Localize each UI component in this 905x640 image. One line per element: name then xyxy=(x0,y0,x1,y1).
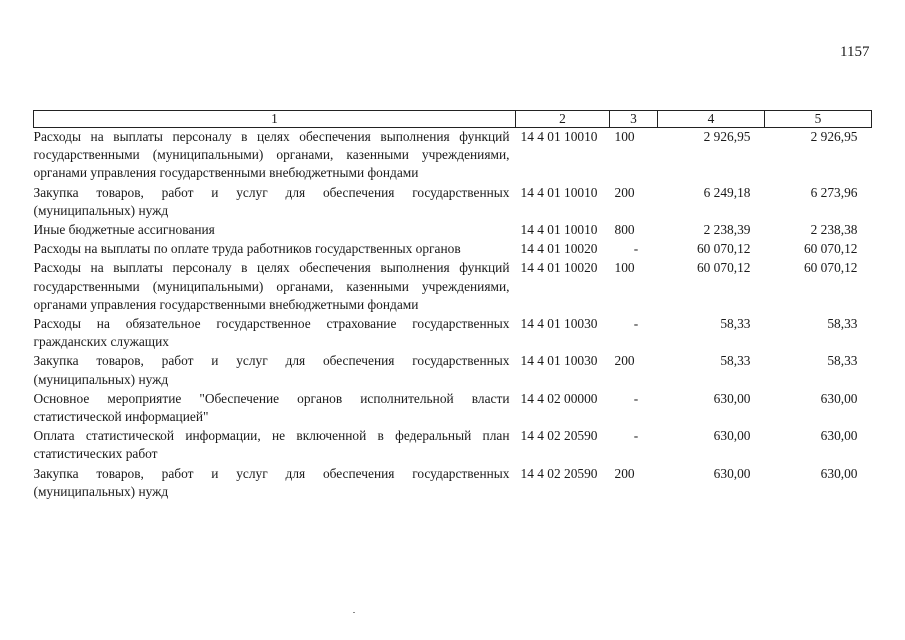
table-row xyxy=(34,315,872,352)
row-type: - xyxy=(633,241,639,257)
row-type: 800 xyxy=(614,222,635,238)
row-description: Иные бюджетные ассигнования xyxy=(33,222,215,238)
header-row xyxy=(34,111,872,128)
table-row xyxy=(34,465,872,502)
table-row xyxy=(34,352,872,389)
row-code: 14 4 01 10030 xyxy=(520,353,598,369)
row-code: 14 4 01 10010 xyxy=(520,184,598,200)
row-value-4: 58,33 xyxy=(720,316,751,332)
row-code: 14 4 02 20590 xyxy=(520,465,598,481)
row-value-5: 630,00 xyxy=(820,428,858,444)
row-type: 200 xyxy=(614,353,635,369)
table-header xyxy=(34,111,872,128)
table-row xyxy=(34,184,872,221)
row-code: 14 4 02 20590 xyxy=(520,428,598,444)
row-code: 14 4 01 10020 xyxy=(520,241,598,257)
row-value-5: 60 070,12 xyxy=(803,241,858,257)
row-code: 14 4 01 10020 xyxy=(520,260,598,276)
row-value-4: 630,00 xyxy=(713,390,751,406)
table-row xyxy=(34,240,872,259)
budget-table xyxy=(33,110,872,502)
row-description: Расходы на выплаты персоналу в целях обеспечения выполнения функций государственными (муниципальными) органами, казенными учреждениями, органами управления государственными внебюджетными фондами xyxy=(33,129,510,181)
table-row xyxy=(34,128,872,184)
row-type: - xyxy=(633,390,639,406)
row-value-5: 2 926,95 xyxy=(810,129,858,144)
header-col-4: 4 xyxy=(658,111,765,128)
header-col-5: 5 xyxy=(765,111,872,128)
table-row xyxy=(34,390,872,427)
row-description: Расходы на выплаты персоналу в целях обеспечения выполнения функций государственными (муниципальными) органами, казенными учреждениями, органами управления государственными внебюджетными фондами xyxy=(33,260,510,312)
header-col-2: 2 xyxy=(516,111,610,128)
row-value-4: 6 249,18 xyxy=(703,184,751,200)
row-value-5: 2 238,38 xyxy=(810,222,858,238)
table-row xyxy=(34,259,872,315)
row-type: 100 xyxy=(614,260,635,276)
row-type: - xyxy=(633,316,639,332)
row-value-4: 60 070,12 xyxy=(696,260,751,276)
row-type: 200 xyxy=(614,465,635,481)
row-value-5: 630,00 xyxy=(820,390,858,406)
row-value-5: 58,33 xyxy=(827,316,858,332)
header-col-3: 3 xyxy=(610,111,658,128)
scan-artifact xyxy=(353,612,355,613)
row-value-5: 630,00 xyxy=(820,465,858,481)
row-value-4: 2 926,95 xyxy=(703,129,751,144)
page-number: 1157 xyxy=(840,44,870,60)
row-code: 14 4 01 10010 xyxy=(520,129,598,144)
row-description: Оплата статистической информации, не включенной в федеральный план статистических работ xyxy=(33,428,510,462)
table-body xyxy=(34,128,872,503)
row-description: Расходы на обязательное государственное страхование государственных гражданских служащих xyxy=(33,316,510,350)
row-code: 14 4 01 10010 xyxy=(520,222,598,238)
row-description: Расходы на выплаты по оплате труда работников государственных органов xyxy=(33,241,461,257)
row-description: Закупка товаров, работ и услуг для обеспечения государственных (муниципальных) нужд xyxy=(33,353,510,387)
row-value-4: 630,00 xyxy=(713,465,751,481)
row-type: 200 xyxy=(614,184,635,200)
row-value-5: 6 273,96 xyxy=(810,184,858,200)
row-value-4: 2 238,39 xyxy=(703,222,751,238)
row-description: Закупка товаров, работ и услуг для обеспечения государственных (муниципальных) нужд xyxy=(33,184,510,218)
row-value-4: 630,00 xyxy=(713,428,751,444)
row-code: 14 4 02 00000 xyxy=(520,390,598,406)
row-type: 100 xyxy=(614,129,635,144)
row-description: Закупка товаров, работ и услуг для обеспечения государственных (муниципальных) нужд xyxy=(33,465,510,499)
table-row xyxy=(34,221,872,240)
table-row xyxy=(34,427,872,464)
row-value-5: 58,33 xyxy=(827,353,858,369)
row-value-4: 58,33 xyxy=(720,353,751,369)
row-description: Основное мероприятие "Обеспечение органов исполнительной власти статистической информацией" xyxy=(33,390,510,425)
row-value-5: 60 070,12 xyxy=(803,260,858,276)
row-value-4: 60 070,12 xyxy=(696,241,751,257)
row-type: - xyxy=(633,428,639,444)
row-code: 14 4 01 10030 xyxy=(520,316,598,332)
header-col-1: 1 xyxy=(34,111,516,128)
